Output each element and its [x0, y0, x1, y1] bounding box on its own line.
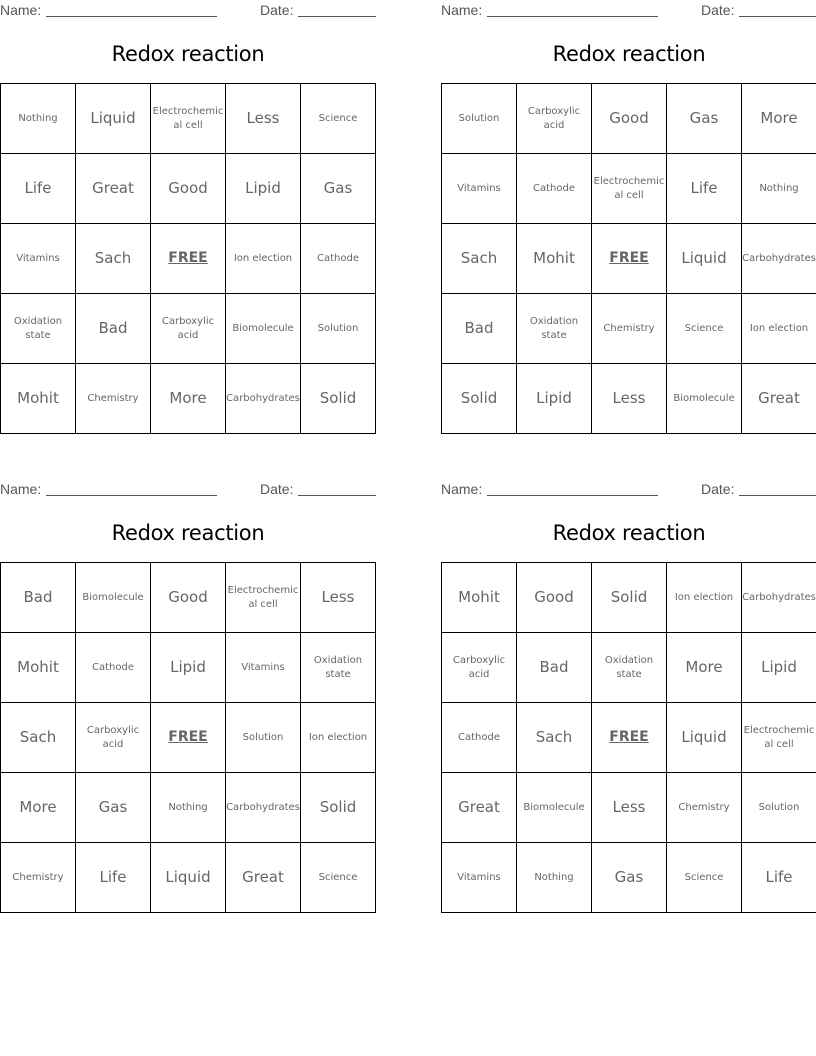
bingo-cell: Gas: [592, 843, 667, 913]
bingo-cell: Chemistry: [667, 773, 742, 843]
bingo-grid: [441, 83, 816, 434]
bingo-cell: Sach: [517, 703, 592, 773]
free-space-cell: FREE: [592, 224, 667, 294]
bingo-cell: Life: [1, 154, 76, 224]
date-field-line: [298, 16, 376, 17]
bingo-cell: Solid: [442, 364, 517, 434]
bingo-cell: Electrochemic al cell: [226, 563, 301, 633]
bingo-cell: Vitamins: [1, 224, 76, 294]
bingo-cell: Cathode: [442, 703, 517, 773]
bingo-cell: Carbohydrates: [742, 563, 816, 633]
bingo-cell: Cathode: [76, 633, 151, 703]
bingo-cell: Oxidation state: [517, 294, 592, 364]
bingo-cell: Solution: [301, 294, 376, 364]
grid-row: [1, 633, 376, 703]
bingo-cell: Solid: [592, 563, 667, 633]
bingo-cell: Science: [301, 843, 376, 913]
bingo-cell: Life: [76, 843, 151, 913]
name-label: Name:: [441, 2, 483, 18]
bingo-cell: Cathode: [301, 224, 376, 294]
bingo-cell: Nothing: [1, 84, 76, 154]
grid-row: [442, 224, 816, 294]
bingo-cell: More: [151, 364, 226, 434]
bingo-card-1: [0, 0, 376, 440]
card-header: [441, 0, 816, 22]
free-space-cell: FREE: [151, 224, 226, 294]
bingo-grid: [0, 83, 376, 434]
bingo-cell: Mohit: [1, 364, 76, 434]
bingo-cell: Nothing: [742, 154, 816, 224]
bingo-cell: Bad: [517, 633, 592, 703]
grid-row: [442, 773, 816, 843]
bingo-cell: Good: [151, 563, 226, 633]
card-title: Redox reaction: [111, 521, 265, 545]
grid-row: [1, 773, 376, 843]
bingo-cell: Oxidation state: [592, 633, 667, 703]
bingo-cell: More: [667, 633, 742, 703]
bingo-cell: Carboxylic acid: [442, 633, 517, 703]
bingo-cell: Vitamins: [442, 843, 517, 913]
grid-row: [442, 294, 816, 364]
bingo-cell: Lipid: [151, 633, 226, 703]
bingo-cell: Carboxylic acid: [151, 294, 226, 364]
bingo-cell: Sach: [1, 703, 76, 773]
grid-row: [1, 563, 376, 633]
card-title: Redox reaction: [111, 42, 265, 66]
bingo-cell: Ion election: [742, 294, 816, 364]
bingo-cell: Electrochemic al cell: [742, 703, 816, 773]
bingo-card-2: [441, 0, 816, 440]
bingo-cell: Carbohydrates: [226, 773, 301, 843]
bingo-cell: Oxidation state: [1, 294, 76, 364]
bingo-cell: Electrochemic al cell: [151, 84, 226, 154]
bingo-card-3: [0, 479, 376, 919]
bingo-cell: Vitamins: [226, 633, 301, 703]
bingo-cell: Gas: [76, 773, 151, 843]
grid-row: [1, 224, 376, 294]
bingo-cell: Bad: [1, 563, 76, 633]
free-space-cell: FREE: [592, 703, 667, 773]
bingo-cell: Biomolecule: [226, 294, 301, 364]
bingo-cell: Gas: [667, 84, 742, 154]
bingo-cell: Liquid: [151, 843, 226, 913]
bingo-cell: Chemistry: [592, 294, 667, 364]
name-label: Name:: [441, 481, 483, 497]
bingo-cell: Liquid: [667, 224, 742, 294]
bingo-cell: Carboxylic acid: [76, 703, 151, 773]
bingo-cell: More: [1, 773, 76, 843]
bingo-cell: Biomolecule: [667, 364, 742, 434]
name-field-line: [46, 495, 217, 496]
bingo-cell: Biomolecule: [76, 563, 151, 633]
bingo-cell: Less: [226, 84, 301, 154]
bingo-cell: Good: [517, 563, 592, 633]
date-label: Date:: [701, 2, 735, 18]
bingo-cell: Solid: [301, 773, 376, 843]
grid-row: [442, 154, 816, 224]
bingo-cell: Ion election: [667, 563, 742, 633]
bingo-cell: Nothing: [151, 773, 226, 843]
bingo-cell: Solution: [226, 703, 301, 773]
date-label: Date:: [260, 2, 294, 18]
date-field-line: [739, 495, 816, 496]
bingo-cell: Great: [442, 773, 517, 843]
grid-row: [1, 843, 376, 913]
bingo-cell: Good: [151, 154, 226, 224]
grid-row: [1, 294, 376, 364]
bingo-cell: Bad: [76, 294, 151, 364]
date-label: Date:: [260, 481, 294, 497]
grid-row: [442, 703, 816, 773]
card-title: Redox reaction: [552, 42, 706, 66]
bingo-cell: Great: [76, 154, 151, 224]
bingo-cell: Carbohydrates: [226, 364, 301, 434]
bingo-cell: Great: [226, 843, 301, 913]
bingo-grid: [0, 562, 376, 913]
bingo-grid: [441, 562, 816, 913]
date-field-line: [739, 16, 816, 17]
bingo-cell: Solution: [442, 84, 517, 154]
grid-row: [442, 843, 816, 913]
bingo-cell: More: [742, 84, 816, 154]
grid-row: [1, 703, 376, 773]
bingo-cell: Cathode: [517, 154, 592, 224]
bingo-cell: Science: [667, 843, 742, 913]
bingo-cell: Mohit: [1, 633, 76, 703]
bingo-cell: Sach: [442, 224, 517, 294]
bingo-cell: Ion election: [301, 703, 376, 773]
grid-row: [442, 84, 816, 154]
bingo-cell: Liquid: [76, 84, 151, 154]
bingo-cell: Less: [301, 563, 376, 633]
grid-row: [1, 84, 376, 154]
bingo-cell: Chemistry: [1, 843, 76, 913]
grid-row: [1, 154, 376, 224]
bingo-cell: Less: [592, 364, 667, 434]
bingo-cell: Lipid: [226, 154, 301, 224]
card-header: [441, 479, 816, 501]
name-field-line: [46, 16, 217, 17]
bingo-cell: Chemistry: [76, 364, 151, 434]
bingo-cell: Mohit: [517, 224, 592, 294]
grid-row: [442, 364, 816, 434]
bingo-cell: Carbohydrates: [742, 224, 816, 294]
bingo-cell: Lipid: [742, 633, 816, 703]
name-label: Name:: [0, 481, 42, 497]
name-field-line: [487, 495, 658, 496]
bingo-cell: Less: [592, 773, 667, 843]
name-label: Name:: [0, 2, 42, 18]
name-field-line: [487, 16, 658, 17]
grid-row: [442, 563, 816, 633]
card-header: [0, 479, 376, 501]
bingo-cell: Mohit: [442, 563, 517, 633]
date-field-line: [298, 495, 376, 496]
bingo-cell: Great: [742, 364, 816, 434]
grid-row: [442, 633, 816, 703]
bingo-cell: Solution: [742, 773, 816, 843]
bingo-cell: Oxidation state: [301, 633, 376, 703]
bingo-cell: Life: [667, 154, 742, 224]
bingo-card-4: [441, 479, 816, 919]
bingo-cell: Gas: [301, 154, 376, 224]
bingo-cell: Solid: [301, 364, 376, 434]
bingo-cell: Electrochemic al cell: [592, 154, 667, 224]
bingo-cell: Lipid: [517, 364, 592, 434]
bingo-cell: Good: [592, 84, 667, 154]
free-space-cell: FREE: [151, 703, 226, 773]
date-label: Date:: [701, 481, 735, 497]
bingo-cell: Science: [301, 84, 376, 154]
bingo-cell: Carboxylic acid: [517, 84, 592, 154]
bingo-cell: Nothing: [517, 843, 592, 913]
bingo-cell: Vitamins: [442, 154, 517, 224]
card-header: [0, 0, 376, 22]
bingo-cell: Bad: [442, 294, 517, 364]
bingo-cell: Ion election: [226, 224, 301, 294]
grid-row: [1, 364, 376, 434]
bingo-cell: Life: [742, 843, 816, 913]
card-title: Redox reaction: [552, 521, 706, 545]
bingo-cell: Biomolecule: [517, 773, 592, 843]
bingo-cell: Liquid: [667, 703, 742, 773]
bingo-cell: Science: [667, 294, 742, 364]
bingo-cell: Sach: [76, 224, 151, 294]
